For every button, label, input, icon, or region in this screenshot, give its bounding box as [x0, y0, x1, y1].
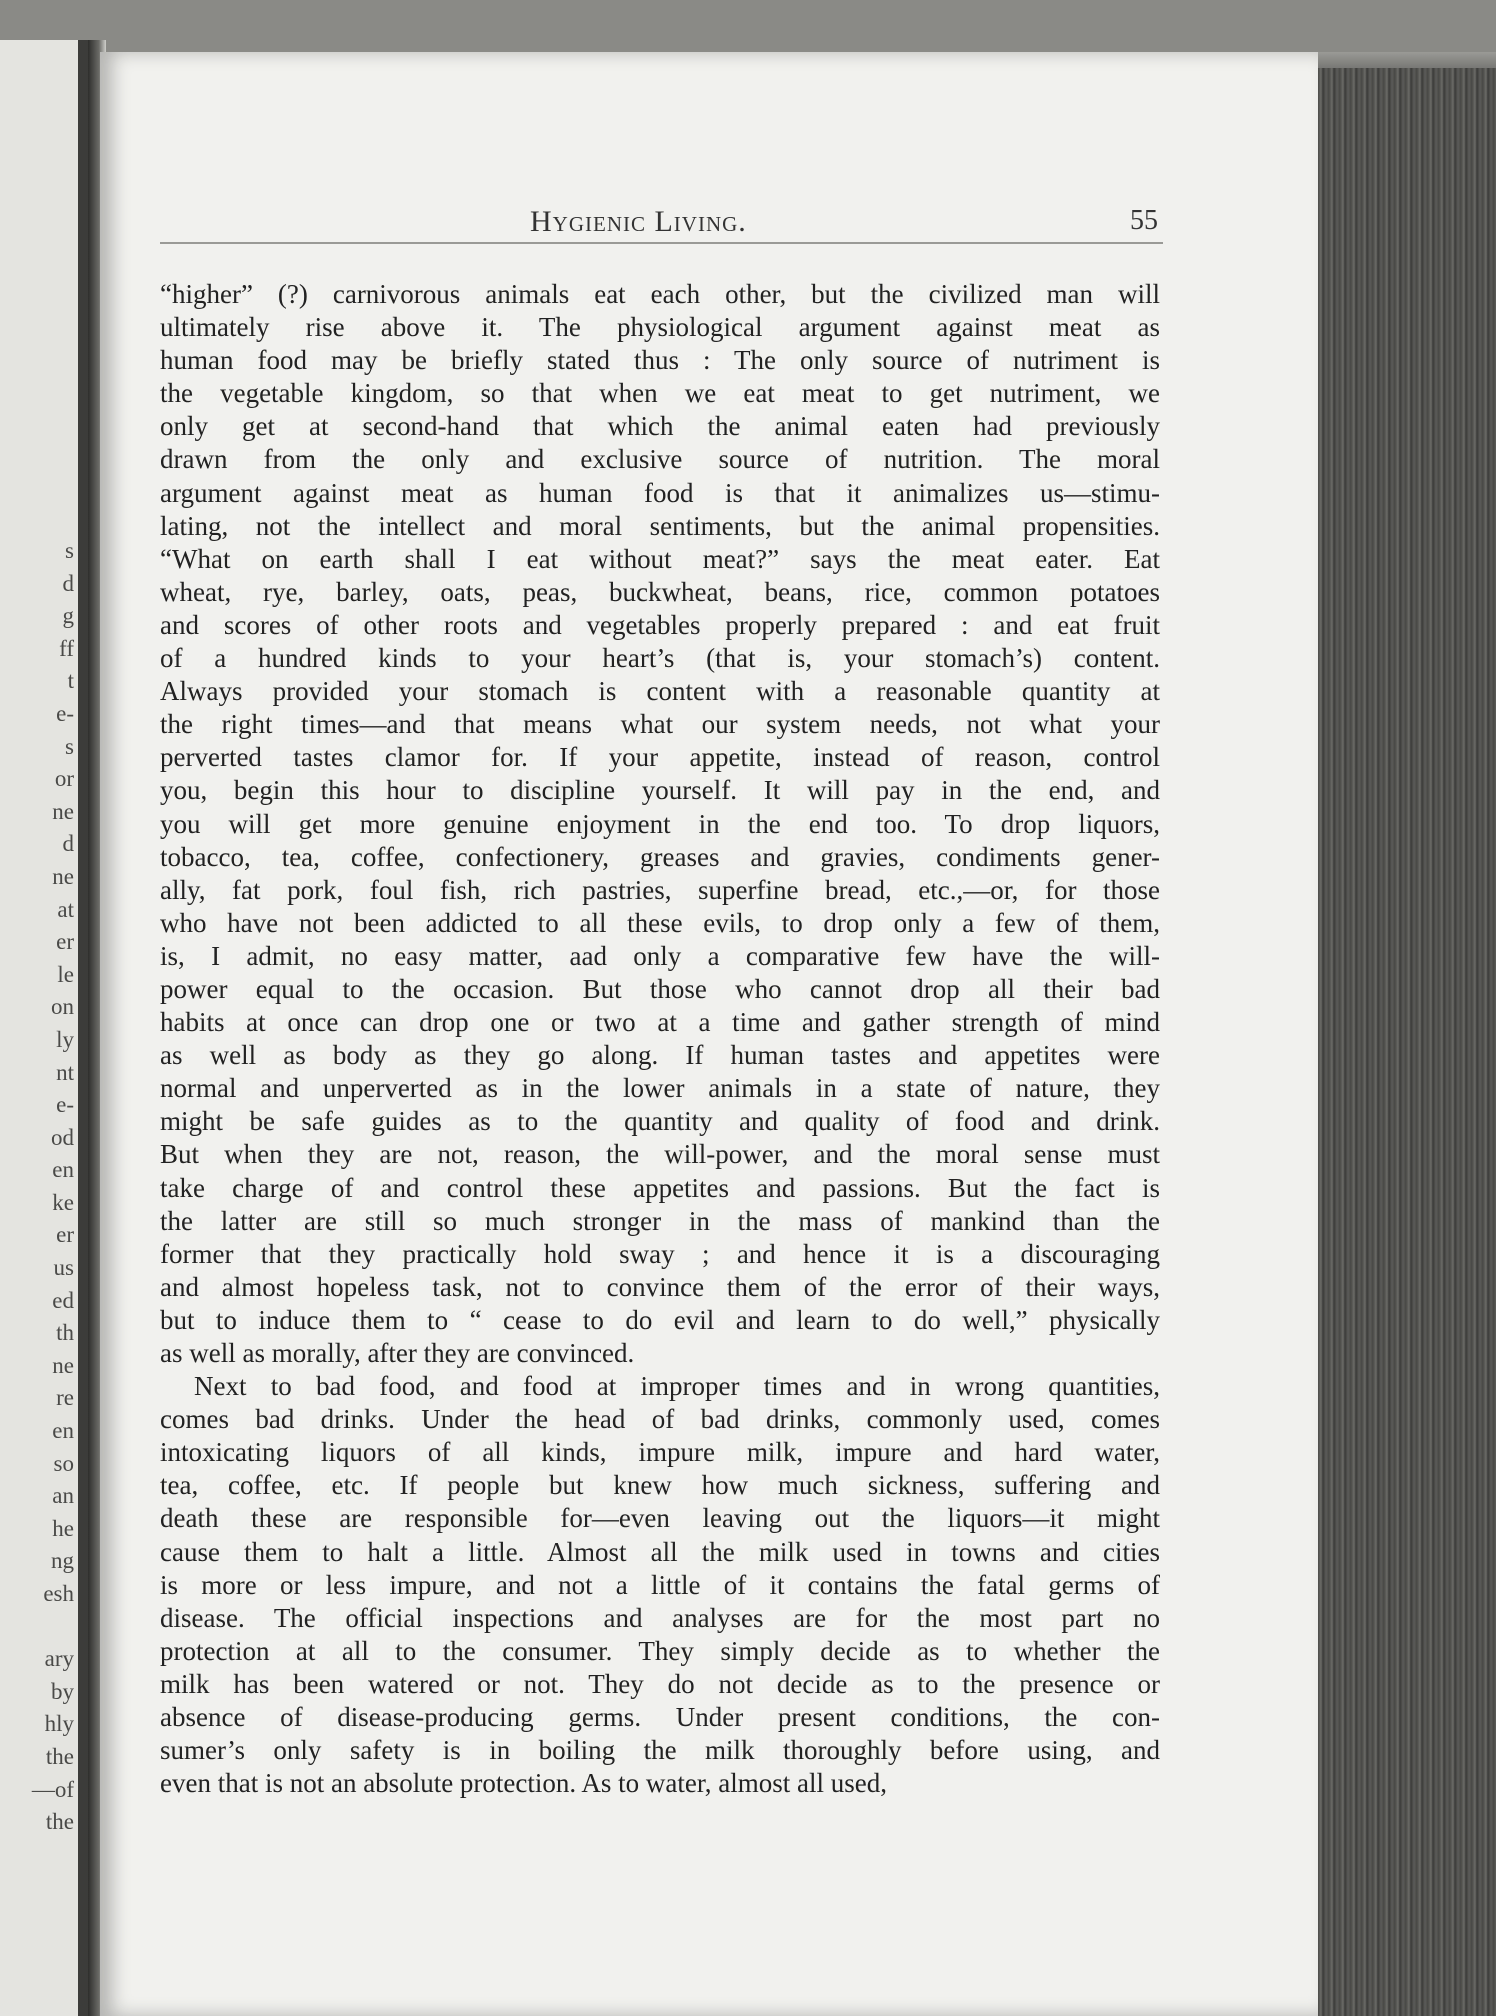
left-page-fragment: —of: [31, 1776, 74, 1802]
body-text: [160, 278, 1160, 1800]
text-line: power equal to the occasion. But those who cannot drop all their bad: [160, 973, 1160, 1004]
page-number: 55: [1130, 205, 1158, 236]
text-line: wheat, rye, barley, oats, peas, buckwheat, beans, rice, common potatoes: [160, 576, 1160, 607]
text-line: protection at all to the consumer. They simply decide as to whether the: [160, 1635, 1160, 1666]
left-page-fragment: ne: [52, 798, 74, 824]
left-page-fragment: s: [65, 733, 74, 759]
left-page-fragment: ne: [52, 863, 74, 889]
left-page-fragment: en: [52, 1157, 74, 1183]
paragraph: [160, 1370, 1160, 1800]
left-page-fragment: d: [62, 570, 74, 596]
left-page-fragment: at: [57, 896, 74, 922]
text-line: disease. The official inspections and analyses are for the most part no: [160, 1602, 1160, 1633]
text-line: even that is not an absolute protection. As to water, almost all used,: [160, 1768, 888, 1799]
left-page-fragment: th: [56, 1320, 74, 1346]
left-page-fragment: esh: [43, 1581, 74, 1606]
text-line: But when they are not, reason, the will-power, and the moral sense must: [160, 1139, 1160, 1170]
left-page-fragment: ng: [51, 1548, 74, 1574]
left-page-fragment: an: [52, 1483, 74, 1509]
text-line: Next to bad food, and food at improper times and in wrong quantities,: [194, 1371, 1160, 1402]
left-page-fragment: ary: [44, 1646, 74, 1672]
left-page-fragment: ff: [59, 635, 74, 661]
left-page-fragment: by: [51, 1678, 74, 1704]
left-page-fragment: er: [56, 929, 74, 955]
left-page-fragment: us: [53, 1255, 74, 1281]
text-line: the vegetable kingdom, so that when we eat meat to get nutriment, we: [160, 378, 1160, 409]
text-line: absence of disease-producing germs. Under present conditions, the con-: [160, 1702, 1160, 1733]
left-page-fragment: od: [51, 1124, 74, 1150]
header-rule: [160, 242, 1163, 244]
left-page-fragment: the: [45, 1743, 74, 1769]
running-head: Hygienic Living.: [530, 205, 747, 238]
left-page-fragment: re: [56, 1385, 74, 1411]
text-line: comes bad drinks. Under the head of bad drinks, commonly used, comes: [160, 1404, 1160, 1435]
left-page-fragment: ne: [52, 1352, 74, 1378]
text-line: tobacco, tea, coffee, confectionery, greases and gravies, condiments gener-: [160, 841, 1160, 872]
text-line: human food may be briefly stated thus : The only source of nutriment is: [160, 345, 1160, 376]
text-line: drawn from the only and exclusive source of nutrition. The moral: [160, 444, 1160, 475]
text-line: sumer’s only safety is in boiling the milk thoroughly before using, and: [160, 1735, 1160, 1766]
left-page-fragment: ly: [56, 1026, 74, 1052]
left-page-fragment: ke: [52, 1189, 74, 1215]
left-page-fragment: en: [52, 1418, 74, 1444]
left-page-fragment: ed: [52, 1287, 74, 1313]
text-line: as well as morally, after they are convinced.: [160, 1338, 635, 1368]
text-line: is, I admit, no easy matter, aad only a comparative few have the will-: [160, 940, 1160, 971]
text-line: “What on earth shall I eat without meat?” says the meat eater. Eat: [160, 543, 1160, 574]
text-line: lating, not the intellect and moral sentiments, but the animal propensities.: [160, 510, 1160, 541]
text-line: might be safe guides as to the quantity and quality of food and drink.: [160, 1106, 1160, 1137]
left-page-fragment: he: [52, 1515, 74, 1541]
text-line: milk has been watered or not. They do not decide as to the presence or: [160, 1668, 1160, 1699]
left-page-fragment: s: [65, 538, 74, 563]
text-line: Always provided your stomach is content with a reasonable quantity at: [160, 676, 1160, 707]
left-page: [0, 40, 88, 2016]
left-page-fragment: er: [56, 1222, 74, 1248]
text-line: cause them to halt a little. Almost all the milk used in towns and cities: [160, 1536, 1160, 1567]
text-line: as well as body as they go along. If human tastes and appetites were: [160, 1040, 1160, 1071]
left-page-fragment: le: [57, 961, 74, 987]
text-line: normal and unperverted as in the lower animals in a state of nature, they: [160, 1073, 1160, 1104]
left-page-fragment: on: [51, 994, 74, 1020]
text-line: you, begin this hour to discipline yourself. It will pay in the end, and: [160, 775, 1160, 806]
left-page-fragment: or: [54, 766, 74, 792]
text-line: ally, fat pork, foul fish, rich pastries, superfine bread, etc.,—or, for those: [160, 874, 1160, 905]
text-line: former that they practically hold sway ; and hence it is a discouraging: [160, 1238, 1160, 1269]
text-line: “higher” (?) carnivorous animals eat each other, but the civilized man will: [160, 279, 1160, 309]
paragraph: [160, 278, 1160, 1370]
text-line: you will get more genuine enjoyment in the end too. To drop liquors,: [160, 808, 1160, 839]
text-line: tea, coffee, etc. If people but knew how much sickness, suffering and: [160, 1470, 1160, 1501]
text-line: perverted tastes clamor for. If your appetite, instead of reason, control: [160, 742, 1160, 773]
left-page-fragment: t: [67, 668, 74, 694]
left-page-fragment: e-: [56, 1092, 74, 1118]
text-line: and almost hopeless task, not to convince them of the error of their ways,: [160, 1271, 1160, 1302]
text-line: of a hundred kinds to your heart’s (that is, your stomach’s) content.: [160, 643, 1160, 674]
left-page-fragment: [4, 1611, 74, 1644]
text-line: the latter are still so much stronger in the mass of mankind than the: [160, 1205, 1160, 1236]
text-line: the right times—and that means what our system needs, not what your: [160, 709, 1160, 740]
text-line: only get at second-hand that which the animal eaten had previously: [160, 411, 1160, 442]
text-line: ultimately rise above it. The physiological argument against meat as: [160, 312, 1160, 343]
text-line: argument against meat as human food is that it animalizes us—stimu-: [160, 477, 1160, 508]
left-page-fragment: g: [62, 603, 74, 629]
left-page-fragment: e-: [56, 700, 74, 726]
text-line: who have not been addicted to all these evils, to drop only a few of them,: [160, 907, 1160, 938]
book-page-edges: [1318, 68, 1496, 2016]
text-line: death these are responsible for—even leaving out the liquors—it might: [160, 1503, 1160, 1534]
left-page-fragment: the: [45, 1809, 74, 1835]
left-page-fragment: nt: [56, 1059, 74, 1085]
text-line: and scores of other roots and vegetables properly prepared : and eat fruit: [160, 609, 1160, 640]
text-line: habits at once can drop one or two at a time and gather strength of mind: [160, 1007, 1160, 1038]
text-line: is more or less impure, and not a little of it contains the fatal germs of: [160, 1569, 1160, 1600]
left-page-fragment: hly: [44, 1711, 74, 1737]
left-page-fragment: d: [62, 831, 74, 857]
text-line: intoxicating liquors of all kinds, impure milk, impure and hard water,: [160, 1437, 1160, 1468]
text-line: but to induce them to “ cease to do evil and learn to do well,” physically: [160, 1304, 1160, 1335]
left-page-fragment: so: [53, 1450, 74, 1476]
left-page-text-fragments: [4, 535, 74, 1839]
text-line: take charge of and control these appetites and passions. But the fact is: [160, 1172, 1160, 1203]
